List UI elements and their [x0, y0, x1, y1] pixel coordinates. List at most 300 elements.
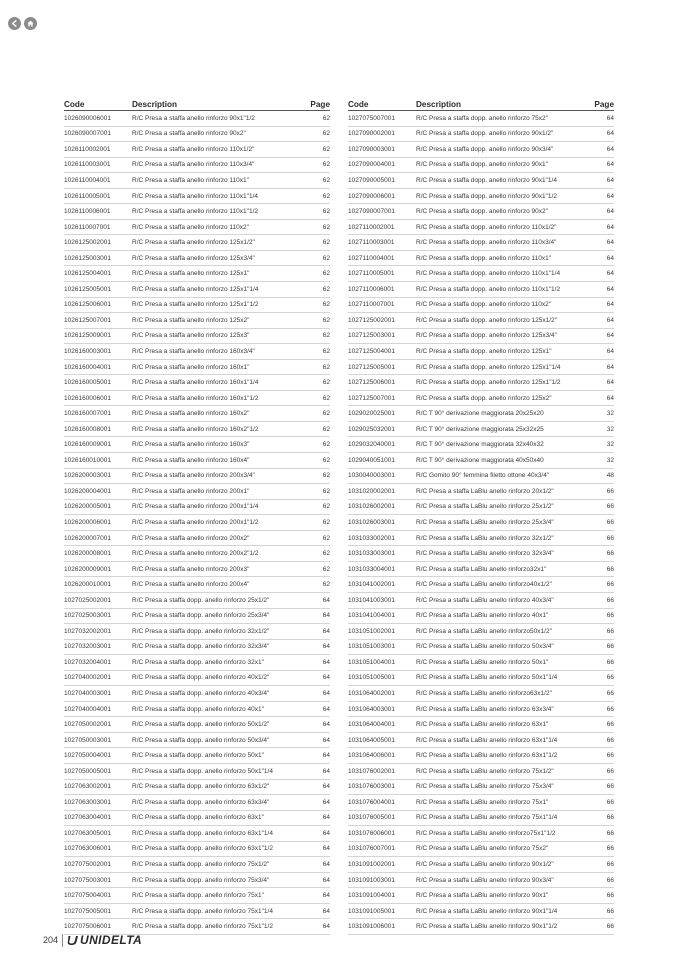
table-row	[348, 717, 614, 733]
row-code: 1027110007001	[348, 297, 416, 313]
table-row	[348, 530, 614, 546]
row-code: 1027075002001	[64, 857, 132, 873]
row-page: 64	[302, 826, 330, 842]
table-row	[64, 173, 330, 189]
table-row	[348, 453, 614, 469]
table-row	[64, 515, 330, 531]
row-page: 66	[586, 872, 614, 888]
row-code: 1027063004001	[64, 810, 132, 826]
row-description: R/C Presa a staffa LaBlu anello rinforzo32x1"	[416, 561, 586, 577]
row-description: R/C Presa a staffa dopp. anello rinforzo 125x1/2"	[416, 313, 586, 329]
row-page: 62	[302, 390, 330, 406]
row-code: 1026200010001	[64, 577, 132, 593]
row-page: 64	[302, 655, 330, 671]
row-description: R/C Presa a staffa dopp. anello rinforzo 25x1/2"	[132, 592, 302, 608]
table-row	[348, 328, 614, 344]
row-code: 1026110006001	[64, 204, 132, 220]
table-row	[64, 903, 330, 919]
row-page: 64	[302, 795, 330, 811]
table-row	[348, 266, 614, 282]
logo-swoosh-icon	[67, 934, 79, 946]
row-description: R/C Presa a staffa anello rinforzo 125x1"1/2	[132, 297, 302, 313]
row-page: 66	[586, 639, 614, 655]
row-page: 66	[586, 624, 614, 640]
row-page: 66	[586, 484, 614, 500]
row-page: 66	[586, 686, 614, 702]
row-description: R/C Presa a staffa LaBlu anello rinforzo 32x3/4"	[416, 546, 586, 562]
row-description: R/C Presa a staffa anello rinforzo 160x3/4"	[132, 344, 302, 360]
table-row	[348, 157, 614, 173]
table-row	[348, 390, 614, 406]
row-code: 1026125003001	[64, 250, 132, 266]
table-row	[64, 810, 330, 826]
row-description: R/C Presa a staffa anello rinforzo 90x2"	[132, 126, 302, 142]
row-page: 62	[302, 421, 330, 437]
row-page: 64	[586, 390, 614, 406]
row-description: R/C Presa a staffa LaBlu anello rinforzo 90x1/2"	[416, 857, 586, 873]
row-page: 66	[586, 530, 614, 546]
row-code: 1031064003001	[348, 701, 416, 717]
row-code: 1027075007001	[348, 111, 416, 127]
table-row	[348, 515, 614, 531]
table-row	[64, 188, 330, 204]
row-description: R/C Presa a staffa anello rinforzo 110x1"	[132, 173, 302, 189]
table-row	[348, 592, 614, 608]
row-code: 1027025002001	[64, 592, 132, 608]
row-code: 1031091006001	[348, 919, 416, 935]
row-code: 1026160003001	[64, 344, 132, 360]
row-page: 32	[586, 421, 614, 437]
table-row	[348, 344, 614, 360]
row-code: 1026200008001	[64, 546, 132, 562]
row-description: R/C T 90° derivazione maggiorata 32x40x32	[416, 437, 586, 453]
row-code: 1026125009001	[64, 328, 132, 344]
row-description: R/C Presa a staffa dopp. anello rinforzo 125x3/4"	[416, 328, 586, 344]
row-description: R/C Presa a staffa dopp. anello rinforzo 125x1"1/2	[416, 375, 586, 391]
row-page: 66	[586, 763, 614, 779]
table-row	[348, 872, 614, 888]
table-row	[64, 204, 330, 220]
table-row	[348, 903, 614, 919]
row-page: 64	[302, 717, 330, 733]
row-page: 66	[586, 919, 614, 935]
row-page: 64	[586, 313, 614, 329]
row-page: 66	[586, 810, 614, 826]
row-page: 64	[302, 903, 330, 919]
row-code: 1026160008001	[64, 421, 132, 437]
row-code: 1026160005001	[64, 375, 132, 391]
row-description: R/C Presa a staffa dopp. anello rinforzo 25x3/4"	[132, 608, 302, 624]
row-page: 62	[302, 157, 330, 173]
row-code: 1031051005001	[348, 670, 416, 686]
row-page: 62	[302, 561, 330, 577]
row-code: 1026125005001	[64, 282, 132, 298]
row-description: R/C Presa a staffa dopp. anello rinforzo 90x1"1/2	[416, 188, 586, 204]
row-description: R/C Presa a staffa dopp. anello rinforzo 75x1"	[132, 888, 302, 904]
table-row	[348, 670, 614, 686]
row-description: R/C Presa a staffa dopp. anello rinforzo 110x1"	[416, 250, 586, 266]
row-page: 62	[302, 484, 330, 500]
row-code: 1027125005001	[348, 359, 416, 375]
row-page: 64	[586, 126, 614, 142]
row-page: 64	[302, 701, 330, 717]
row-code: 1026110007001	[64, 219, 132, 235]
row-description: R/C Presa a staffa dopp. anello rinforzo 75x3/4"	[132, 872, 302, 888]
row-code: 1031076005001	[348, 810, 416, 826]
table-row	[64, 126, 330, 142]
row-page: 64	[302, 748, 330, 764]
table-row	[348, 732, 614, 748]
row-description: R/C T 90° derivazione maggiorata 25x32x25	[416, 421, 586, 437]
table-row	[348, 795, 614, 811]
row-description: R/C Presa a staffa LaBlu anello rinforzo 25x3/4"	[416, 515, 586, 531]
header-code: Code	[348, 98, 416, 111]
row-page: 64	[302, 670, 330, 686]
table-row	[348, 219, 614, 235]
row-description: R/C Presa a staffa anello rinforzo 200x2"1/2	[132, 546, 302, 562]
row-code: 1026200004001	[64, 484, 132, 500]
row-description: R/C Presa a staffa LaBlu anello rinforzo 75x1/2"	[416, 763, 586, 779]
row-description: R/C Presa a staffa anello rinforzo 110x1"1/4	[132, 188, 302, 204]
table-row	[64, 142, 330, 158]
row-code: 1027050004001	[64, 748, 132, 764]
table-row	[348, 297, 614, 313]
row-code: 1027110002001	[348, 219, 416, 235]
table-row	[348, 313, 614, 329]
header-page: Page	[302, 98, 330, 111]
brand-name: UNIDELTA	[80, 933, 143, 947]
row-page: 66	[586, 592, 614, 608]
table-header	[348, 98, 614, 111]
row-page: 64	[302, 872, 330, 888]
row-code: 1031033003001	[348, 546, 416, 562]
row-page: 66	[586, 561, 614, 577]
row-description: R/C Presa a staffa dopp. anello rinforzo 90x2"	[416, 204, 586, 220]
row-code: 1031026002001	[348, 499, 416, 515]
table-row	[64, 235, 330, 251]
row-description: R/C Presa a staffa LaBlu anello rinforzo40x1/2"	[416, 577, 586, 593]
row-code: 1027125002001	[348, 313, 416, 329]
table-row	[348, 173, 614, 189]
row-code: 1027040003001	[64, 686, 132, 702]
row-description: R/C Presa a staffa dopp. anello rinforzo 110x2"	[416, 297, 586, 313]
table-row	[64, 157, 330, 173]
row-page: 62	[302, 406, 330, 422]
table-row	[348, 188, 614, 204]
row-description: R/C Presa a staffa LaBlu anello rinforzo 63x1"	[416, 717, 586, 733]
row-description: R/C Presa a staffa dopp. anello rinforzo 110x3/4"	[416, 235, 586, 251]
table-row	[348, 624, 614, 640]
row-code: 1031020002001	[348, 484, 416, 500]
row-code: 1026160004001	[64, 359, 132, 375]
row-code: 1026160009001	[64, 437, 132, 453]
row-description: R/C Presa a staffa LaBlu anello rinforzo 50x1"	[416, 655, 586, 671]
row-page: 64	[586, 359, 614, 375]
row-description: R/C Presa a staffa LaBlu anello rinforzo 75x2"	[416, 841, 586, 857]
row-description: R/C Presa a staffa anello rinforzo 125x1/2"	[132, 235, 302, 251]
row-description: R/C T 90° derivazione maggiorata 20x25x20	[416, 406, 586, 422]
row-page: 62	[302, 530, 330, 546]
table-row	[348, 763, 614, 779]
code-table-right	[348, 98, 614, 935]
table-row	[64, 390, 330, 406]
row-page: 66	[586, 903, 614, 919]
table-row	[64, 282, 330, 298]
table-row	[348, 250, 614, 266]
table-row	[348, 546, 614, 562]
row-page: 66	[586, 515, 614, 531]
table-row	[64, 608, 330, 624]
row-page: 64	[302, 592, 330, 608]
row-description: R/C Presa a staffa anello rinforzo 200x1"	[132, 484, 302, 500]
row-description: R/C Presa a staffa LaBlu anello rinforzo 40x3/4"	[416, 592, 586, 608]
row-page: 64	[302, 686, 330, 702]
row-page: 66	[586, 795, 614, 811]
row-code: 1027075006001	[64, 919, 132, 935]
table-row	[348, 841, 614, 857]
row-page: 66	[586, 655, 614, 671]
row-code: 1031033004001	[348, 561, 416, 577]
row-page: 66	[586, 779, 614, 795]
row-page: 62	[302, 250, 330, 266]
table-row	[64, 624, 330, 640]
row-code: 1031064004001	[348, 717, 416, 733]
table-row	[64, 111, 330, 127]
row-description: R/C Presa a staffa dopp. anello rinforzo 32x1"	[132, 655, 302, 671]
row-description: R/C Presa a staffa anello rinforzo 90x1"1/2	[132, 111, 302, 127]
row-page: 62	[302, 468, 330, 484]
row-code: 1027090002001	[348, 126, 416, 142]
row-page: 64	[586, 204, 614, 220]
row-code: 1027110006001	[348, 282, 416, 298]
header-page: Page	[586, 98, 614, 111]
row-description: R/C Presa a staffa dopp. anello rinforzo 63x1"1/2	[132, 841, 302, 857]
row-description: R/C T 90° derivazione maggiorata 40x50x40	[416, 453, 586, 469]
table-row	[64, 888, 330, 904]
row-description: R/C Presa a staffa LaBlu anello rinforzo 50x3/4"	[416, 639, 586, 655]
row-code: 1029025032001	[348, 421, 416, 437]
row-code: 1029020025001	[348, 406, 416, 422]
row-code: 1026110002001	[64, 142, 132, 158]
row-description: R/C Presa a staffa dopp. anello rinforzo 40x3/4"	[132, 686, 302, 702]
row-description: R/C Presa a staffa dopp. anello rinforzo 50x1"	[132, 748, 302, 764]
row-description: R/C Presa a staffa anello rinforzo 125x3/4"	[132, 250, 302, 266]
table-row	[348, 655, 614, 671]
row-code: 1027125007001	[348, 390, 416, 406]
table-row	[64, 826, 330, 842]
table-row	[64, 795, 330, 811]
row-description: R/C Presa a staffa dopp. anello rinforzo 90x1"1/4	[416, 173, 586, 189]
row-page: 62	[302, 266, 330, 282]
row-description: R/C Presa a staffa dopp. anello rinforzo 125x1"	[416, 344, 586, 360]
row-description: R/C Presa a staffa dopp. anello rinforzo 125x1"1/4	[416, 359, 586, 375]
row-code: 1027050003001	[64, 732, 132, 748]
row-description: R/C Presa a staffa anello rinforzo 200x2"	[132, 530, 302, 546]
table-row	[348, 748, 614, 764]
row-code: 1027075004001	[64, 888, 132, 904]
row-page: 64	[586, 266, 614, 282]
row-page: 66	[586, 826, 614, 842]
row-code: 1027040002001	[64, 670, 132, 686]
table-row	[348, 406, 614, 422]
row-description: R/C Presa a staffa dopp. anello rinforzo 75x1/2"	[132, 857, 302, 873]
row-description: R/C Presa a staffa dopp. anello rinforzo 90x1/2"	[416, 126, 586, 142]
row-description: R/C Presa a staffa dopp. anello rinforzo 90x1"	[416, 157, 586, 173]
row-page: 64	[586, 188, 614, 204]
table-row	[348, 204, 614, 220]
row-page: 32	[586, 406, 614, 422]
row-code: 1026200005001	[64, 499, 132, 515]
row-description: R/C Presa a staffa dopp. anello rinforzo 40x1/2"	[132, 670, 302, 686]
row-code: 1026160006001	[64, 390, 132, 406]
row-description: R/C Presa a staffa dopp. anello rinforzo 90x3/4"	[416, 142, 586, 158]
table-row	[348, 484, 614, 500]
row-description: R/C Presa a staffa anello rinforzo 160x3"	[132, 437, 302, 453]
row-code: 1027040004001	[64, 701, 132, 717]
row-code: 1027090003001	[348, 142, 416, 158]
row-page: 66	[586, 841, 614, 857]
row-description: R/C Presa a staffa LaBlu anello rinforzo 75x3/4"	[416, 779, 586, 795]
code-table-left	[64, 98, 330, 935]
row-description: R/C Presa a staffa anello rinforzo 110x3/4"	[132, 157, 302, 173]
row-code: 1026125006001	[64, 297, 132, 313]
row-page: 62	[302, 173, 330, 189]
row-page: 62	[302, 297, 330, 313]
row-code: 1031064002001	[348, 686, 416, 702]
row-code: 1027032003001	[64, 639, 132, 655]
row-description: R/C Presa a staffa dopp. anello rinforzo 110x1"1/4	[416, 266, 586, 282]
table-row	[348, 826, 614, 842]
row-page: 66	[586, 701, 614, 717]
row-description: R/C Presa a staffa anello rinforzo 160x4"	[132, 453, 302, 469]
table-row	[348, 235, 614, 251]
table-row	[348, 857, 614, 873]
page-number: 204	[43, 935, 59, 945]
back-arrow-icon[interactable]	[8, 17, 21, 30]
row-page: 64	[302, 732, 330, 748]
row-page: 62	[302, 328, 330, 344]
row-code: 1031051004001	[348, 655, 416, 671]
row-description: R/C Presa a staffa dopp. anello rinforzo 125x2"	[416, 390, 586, 406]
row-code: 1031051003001	[348, 639, 416, 655]
row-page: 62	[302, 235, 330, 251]
row-code: 1027050002001	[64, 717, 132, 733]
row-page: 64	[586, 111, 614, 127]
page-footer	[43, 933, 142, 947]
row-page: 66	[586, 732, 614, 748]
row-description: R/C Presa a staffa LaBlu anello rinforzo 63x1"1/4	[416, 732, 586, 748]
table-row	[64, 468, 330, 484]
row-description: R/C Presa a staffa dopp. anello rinforzo 75x2"	[416, 111, 586, 127]
table-row	[64, 530, 330, 546]
row-page: 62	[302, 375, 330, 391]
table-row	[348, 468, 614, 484]
row-code: 1027050005001	[64, 763, 132, 779]
row-code: 1026125002001	[64, 235, 132, 251]
table-row	[64, 219, 330, 235]
table-row	[64, 484, 330, 500]
table-row	[64, 592, 330, 608]
row-code: 1027110004001	[348, 250, 416, 266]
row-description: R/C Presa a staffa anello rinforzo 110x1"1/2	[132, 204, 302, 220]
row-page: 62	[302, 453, 330, 469]
table-row	[348, 608, 614, 624]
row-code: 1027090007001	[348, 204, 416, 220]
table-row	[348, 111, 614, 127]
header-description: Description	[416, 98, 586, 111]
row-page: 64	[586, 375, 614, 391]
table-body-left	[64, 111, 330, 935]
row-description: R/C Presa a staffa dopp. anello rinforzo 110x1"1/2	[416, 282, 586, 298]
nav-icons	[8, 17, 37, 30]
row-code: 1027075003001	[64, 872, 132, 888]
row-description: R/C Presa a staffa dopp. anello rinforzo 40x1"	[132, 701, 302, 717]
row-description: R/C Presa a staffa dopp. anello rinforzo 75x1"1/2	[132, 919, 302, 935]
row-description: R/C Presa a staffa dopp. anello rinforzo 32x1/2"	[132, 624, 302, 640]
row-description: R/C Presa a staffa LaBlu anello rinforzo 75x1"1/4	[416, 810, 586, 826]
table-row	[348, 779, 614, 795]
table-row	[348, 437, 614, 453]
row-code: 1031091002001	[348, 857, 416, 873]
row-page: 64	[586, 157, 614, 173]
row-code: 1027063003001	[64, 795, 132, 811]
row-page: 64	[302, 779, 330, 795]
table-row	[348, 561, 614, 577]
home-icon[interactable]	[24, 17, 37, 30]
row-description: R/C Presa a staffa anello rinforzo 160x2"	[132, 406, 302, 422]
row-page: 66	[586, 499, 614, 515]
row-code: 1026200006001	[64, 515, 132, 531]
row-description: R/C Presa a staffa LaBlu anello rinforzo 90x1"1/2	[416, 919, 586, 935]
table-row	[348, 919, 614, 935]
row-description: R/C Presa a staffa LaBlu anello rinforzo75x1"1/2	[416, 826, 586, 842]
table-row	[64, 266, 330, 282]
row-code: 1031091005001	[348, 903, 416, 919]
row-description: R/C Presa a staffa LaBlu anello rinforzo 20x1/2"	[416, 484, 586, 500]
row-code: 1031076006001	[348, 826, 416, 842]
table-body-right	[348, 111, 614, 935]
table-row	[348, 810, 614, 826]
row-code: 1026125004001	[64, 266, 132, 282]
row-description: R/C Presa a staffa dopp. anello rinforzo 63x1/2"	[132, 779, 302, 795]
row-description: R/C Presa a staffa anello rinforzo 160x2"1/2	[132, 421, 302, 437]
table-row	[348, 577, 614, 593]
row-description: R/C Presa a staffa dopp. anello rinforzo 50x1"1/4	[132, 763, 302, 779]
row-page: 62	[302, 313, 330, 329]
table-row	[64, 375, 330, 391]
row-description: R/C Presa a staffa anello rinforzo 160x1"1/2	[132, 390, 302, 406]
table-row	[64, 344, 330, 360]
table-row	[64, 437, 330, 453]
row-description: R/C Presa a staffa anello rinforzo 200x1"1/2	[132, 515, 302, 531]
table-row	[348, 639, 614, 655]
row-description: R/C Presa a staffa anello rinforzo 200x3"	[132, 561, 302, 577]
row-page: 64	[586, 328, 614, 344]
row-code: 1031076007001	[348, 841, 416, 857]
row-code: 1029032040001	[348, 437, 416, 453]
row-code: 1026160010001	[64, 453, 132, 469]
row-code: 1026200003001	[64, 468, 132, 484]
row-page: 62	[302, 499, 330, 515]
row-code: 1027063005001	[64, 826, 132, 842]
row-description: R/C Presa a staffa dopp. anello rinforzo 63x1"	[132, 810, 302, 826]
row-description: R/C Presa a staffa LaBlu anello rinforzo 63x1"1/2	[416, 748, 586, 764]
row-description: R/C Presa a staffa LaBlu anello rinforzo 90x3/4"	[416, 872, 586, 888]
row-code: 1027125003001	[348, 328, 416, 344]
table-row	[64, 250, 330, 266]
row-description: R/C Presa a staffa LaBlu anello rinforzo 90x1"	[416, 888, 586, 904]
row-page: 66	[586, 546, 614, 562]
